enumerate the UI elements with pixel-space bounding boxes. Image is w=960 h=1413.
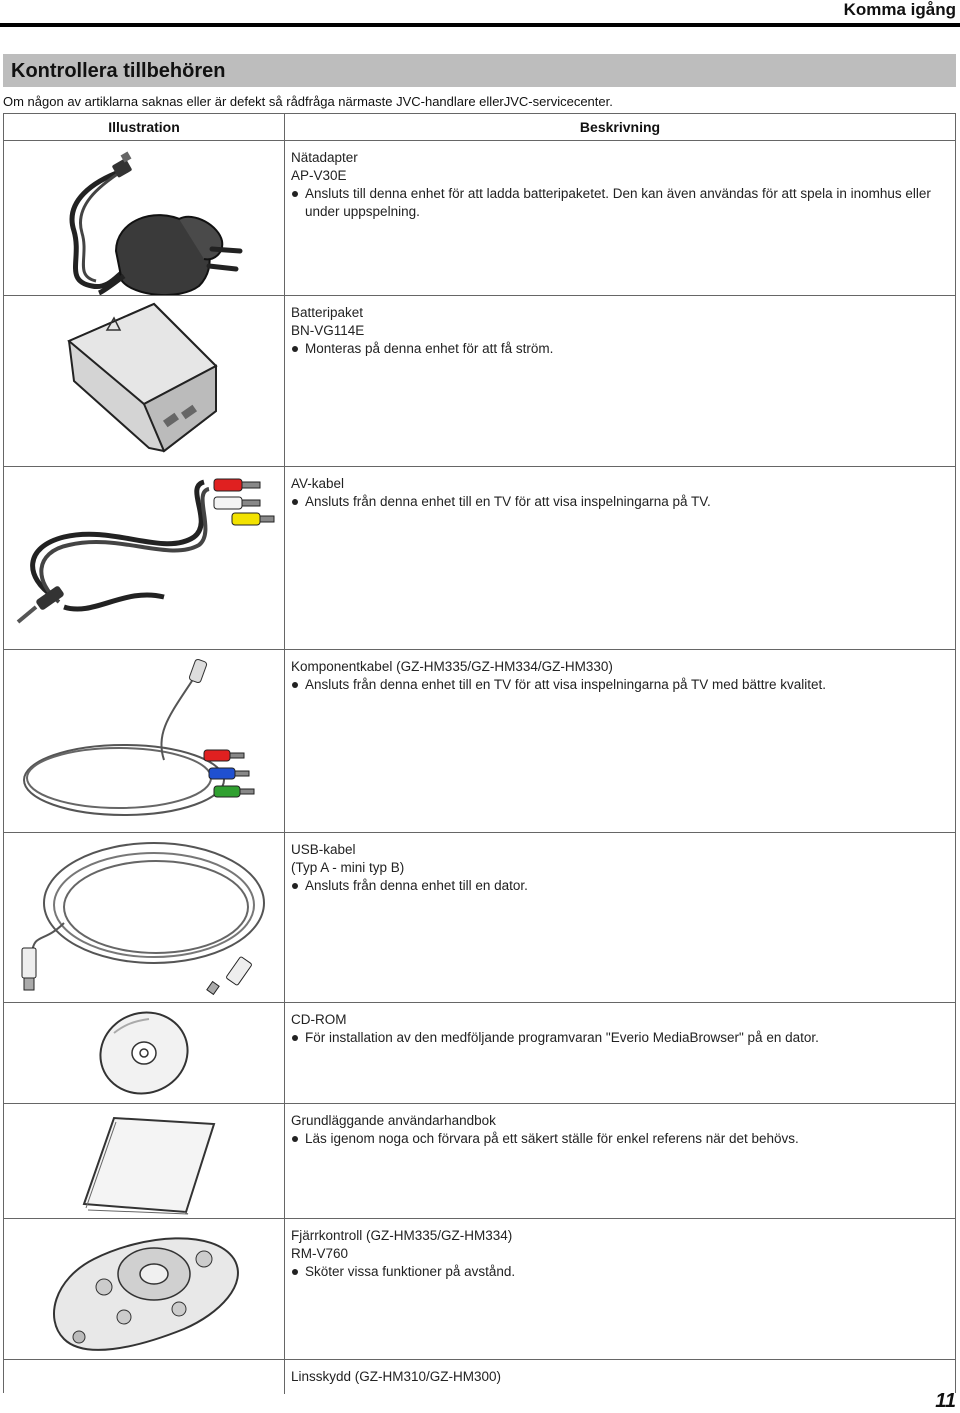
row-description — [291, 1368, 953, 1386]
av-cable-illustration — [4, 467, 284, 649]
item-bullet: För installation av den medföljande programvaran "Everio MediaBrowser" på en dator. — [291, 1029, 953, 1047]
item-name: Nätadapter — [291, 150, 358, 165]
table-header — [4, 114, 955, 141]
accessories-table — [3, 113, 956, 1393]
item-name: Linsskydd (GZ-HM310/GZ-HM300) — [291, 1369, 502, 1384]
item-name: AV-kabel — [291, 476, 345, 491]
section-bar — [3, 54, 956, 87]
ac-adapter-illustration — [4, 141, 284, 295]
row-description — [291, 1227, 953, 1281]
item-bullet: Monteras på denna enhet för att få ström. — [291, 340, 953, 358]
usb-cable-illustration — [4, 833, 284, 1002]
page-number: 11 — [935, 1390, 956, 1412]
column-header-description: Beskrivning — [579, 119, 661, 135]
item-bullet: Sköter vissa funktioner på avstånd. — [291, 1263, 953, 1281]
column-header-illustration: Illustration — [108, 119, 180, 135]
table-row — [4, 1104, 955, 1219]
row-description — [291, 841, 953, 895]
intro-text: Om någon av artiklarna saknas eller är defekt så rådfråga närmaste JVC-handlare ellerJVC-servicecenter. — [3, 94, 613, 109]
item-model: AP-V30E — [291, 168, 347, 183]
table-row — [4, 833, 955, 1003]
item-bullet: Ansluts till denna enhet för att ladda batteripaketet. Den kan även användas för att spela in inomhus eller under uppspelning. — [291, 185, 953, 221]
item-model: RM-V760 — [291, 1246, 349, 1261]
row-description — [291, 149, 953, 221]
table-row — [4, 141, 955, 296]
table-row — [4, 1003, 955, 1104]
item-bullet: Ansluts från denna enhet till en TV för att visa inspelningarna på TV med bättre kvalitet. — [291, 676, 953, 694]
header-rule — [0, 23, 960, 27]
item-model: BN-VG114E — [291, 323, 365, 338]
table-row — [4, 467, 955, 650]
table-row — [4, 1360, 955, 1394]
item-bullet: Ansluts från denna enhet till en dator. — [291, 877, 953, 895]
row-description — [291, 1011, 953, 1047]
item-name: Fjärrkontroll (GZ-HM335/GZ-HM334) — [291, 1228, 513, 1243]
table-row — [4, 296, 955, 467]
item-name: Batteripaket — [291, 305, 364, 320]
battery-pack-illustration — [4, 296, 284, 466]
section-title: Kontrollera tillbehören — [11, 60, 226, 82]
item-name: CD-ROM — [291, 1012, 347, 1027]
cd-rom-illustration — [4, 1003, 284, 1103]
item-name: Komponentkabel (GZ-HM335/GZ-HM334/GZ-HM330) — [291, 659, 613, 674]
table-row — [4, 1219, 955, 1360]
item-model: (Typ A - mini typ B) — [291, 860, 405, 875]
table-row — [4, 650, 955, 833]
item-name: USB-kabel — [291, 842, 356, 857]
row-description — [291, 1112, 953, 1148]
row-description — [291, 475, 953, 511]
item-bullet: Ansluts från denna enhet till en TV för att visa inspelningarna på TV. — [291, 493, 953, 511]
chapter-title: Komma igång — [843, 0, 956, 19]
user-manual-illustration — [4, 1104, 284, 1218]
item-bullet: Läs igenom noga och förvara på ett säkert ställe för enkel referens när det behövs. — [291, 1130, 953, 1148]
remote-control-illustration — [4, 1219, 284, 1359]
component-cable-illustration — [4, 650, 284, 832]
item-name: Grundläggande användarhandbok — [291, 1113, 496, 1128]
row-description — [291, 304, 953, 358]
row-description — [291, 658, 953, 694]
